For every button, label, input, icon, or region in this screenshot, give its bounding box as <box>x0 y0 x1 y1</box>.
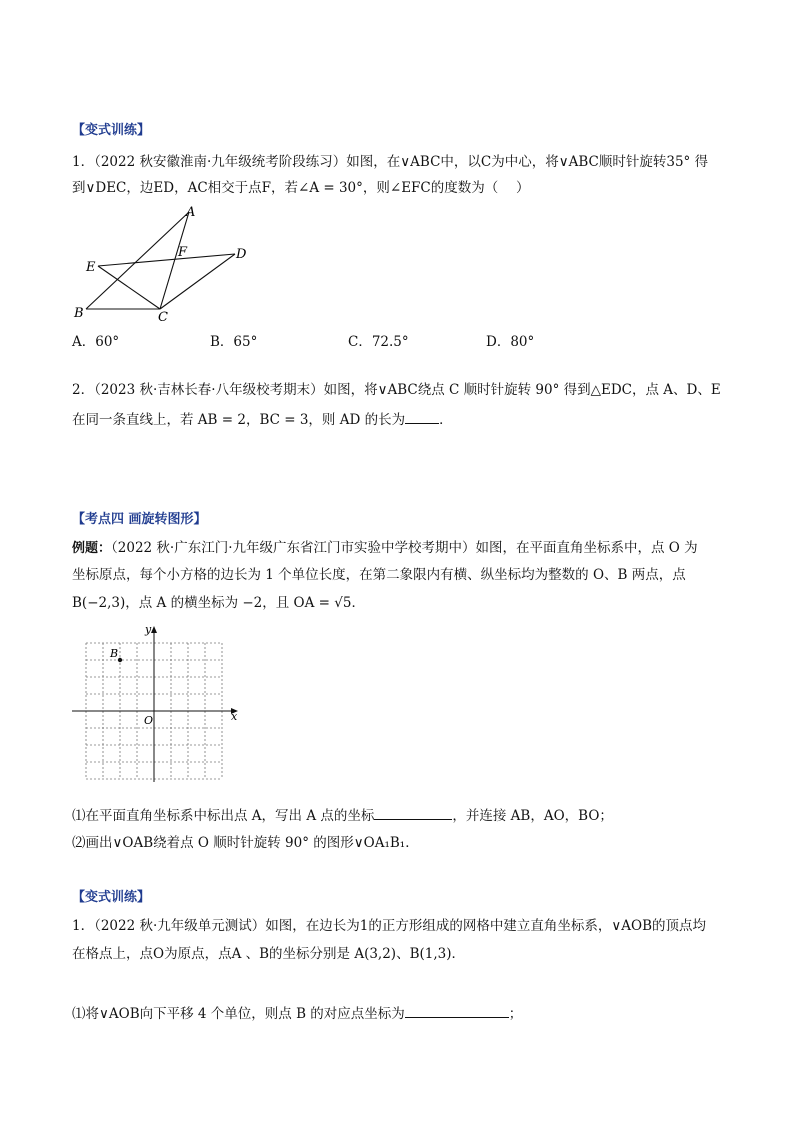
label-x: x <box>231 710 238 723</box>
label-A: A <box>186 205 196 220</box>
question-2-line-1: 2．（2023 秋·吉林长春·八年级校考期末）如图，将∨ABC绕点 C 顺时针旋转 90° 得到△EDC，点 A、D、E <box>72 382 721 398</box>
point-B <box>118 658 122 662</box>
example-line-3: B(−2,3)，点 A 的横坐标为 −2，且 OA = √5． <box>72 595 365 611</box>
triangle-rotation-figure <box>70 200 260 325</box>
option-b[interactable]: B．65° <box>210 334 258 350</box>
question-3-line-2: 在格点上，点O为原点，点A 、B的坐标分别是 A(3,2)、B(1,3)． <box>72 946 465 962</box>
option-d[interactable]: D．80° <box>486 334 535 350</box>
segment-AB <box>86 212 189 309</box>
label-D: D <box>236 247 247 262</box>
section-header-practice-1: 【变式训练】 <box>72 123 151 138</box>
segment-ED <box>98 254 235 266</box>
answer-blank[interactable] <box>374 805 452 820</box>
section-header-topic-4: 【考点四 画旋转图形】 <box>72 512 207 527</box>
segment-EC <box>98 266 160 309</box>
example-label: 例题： <box>72 541 112 556</box>
label-y: y <box>145 623 152 636</box>
question-3-part-1-text: ⑴将∨AOB向下平移 4 个单位，则点 B 的对应点坐标为 <box>72 1006 405 1022</box>
section-header-practice-2: 【变式训练】 <box>72 890 151 905</box>
question-2-text: 在同一条直线上，若 AB = 2，BC = 3，则 AD 的长为 <box>72 412 406 428</box>
question-1-line-2: 到∨DEC，边ED，AC相交于点F，若∠A = 30°，则∠EFC的度数为（ ） <box>72 180 530 196</box>
question-3-line-1: 1．（2022 秋·九年级单元测试）如图，在边长为1的正方形组成的网格中建立直角坐标系，∨AOB的顶点均 <box>72 918 706 934</box>
example-line-1 <box>72 539 698 558</box>
question-2-line-2 <box>72 409 453 429</box>
question-2-end: ． <box>439 412 453 428</box>
answer-blank[interactable] <box>405 409 439 424</box>
example-line-1-text: （2022 秋·广东江门·九年级广东省江门市实验中学校考期中）如图，在平面直角坐标系中，点 O 为 <box>111 540 698 556</box>
label-F: F <box>178 245 188 260</box>
part-1-text: ⑴在平面直角坐标系中标出点 A，写出 A 点的坐标 <box>72 808 375 824</box>
part-2: ⑵画出∨OAB绕着点 O 顺时针旋转 90° 的图形∨OA₁B₁． <box>72 835 419 851</box>
option-c[interactable]: C．72.5° <box>348 334 409 350</box>
part-1 <box>72 805 613 825</box>
question-1-line-1: 1．（2022 秋安徽淮南·九年级统考阶段练习）如图，在∨ABC中，以C为中心，将∨ABC顺时针旋转35° 得 <box>72 154 709 170</box>
label-C: C <box>158 310 168 325</box>
answer-blank[interactable] <box>405 1003 509 1018</box>
segment-DC <box>160 254 235 309</box>
question-3-part-1-end: ； <box>508 1006 523 1022</box>
label-E: E <box>86 260 96 275</box>
question-3-part-1 <box>72 1003 522 1023</box>
part-1-text-end: ，并连接 AB，AO，BO； <box>452 808 613 824</box>
label-B: B <box>110 647 119 660</box>
option-a[interactable]: A．60° <box>72 334 120 350</box>
label-O: O <box>144 714 154 727</box>
coordinate-grid-figure <box>68 620 248 785</box>
example-line-2: 坐标原点，每个小方格的边长为 1 个单位长度，在第二象限内有横、纵坐标均为整数的 O、B 两点，点 <box>72 567 686 583</box>
label-B: B <box>74 306 84 321</box>
